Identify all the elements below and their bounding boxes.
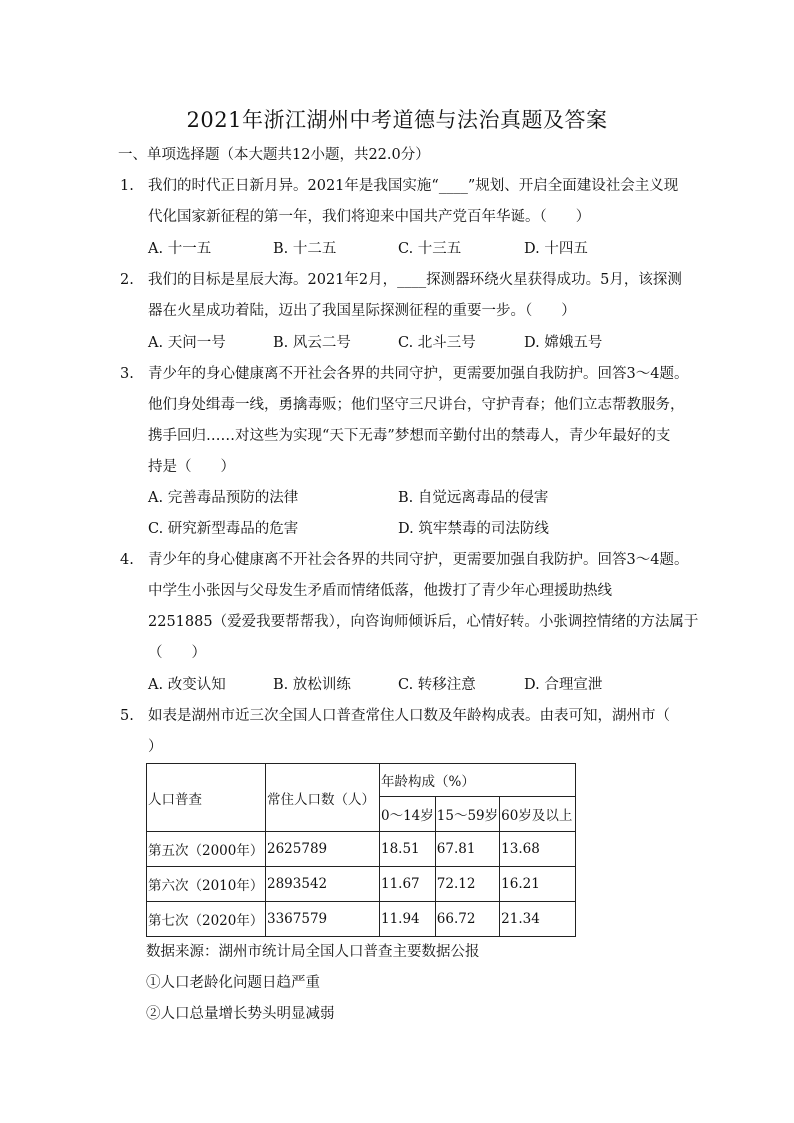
- question-number: 5.: [120, 708, 134, 724]
- option-b: B. 风云二号: [273, 335, 351, 351]
- question-text: 2251885（爱爱我要帮帮我），向咨询师倾诉后，心情好转。小张调控情绪的方法属于: [148, 614, 699, 630]
- option-c: C. 十三五: [398, 241, 462, 257]
- header-age-0-14: 0～14岁: [380, 797, 436, 832]
- question-number: 4.: [120, 552, 134, 568]
- option-d: D. 十四五: [524, 241, 588, 257]
- option-a: A. 改变认知: [148, 677, 226, 693]
- section-heading: 一、单项选择题（本大题共12小题，共22.0分）: [118, 147, 430, 163]
- option-a: A. 完善毒品预防的法律: [148, 490, 299, 506]
- data-source: 数据来源：湖州市统计局全国人口普查主要数据公报: [146, 944, 480, 960]
- table-cell: 11.67: [380, 867, 436, 902]
- table-cell: 16.21: [500, 867, 576, 902]
- option-b: B. 放松训练: [273, 677, 351, 693]
- header-age: 年龄构成（%）: [380, 764, 576, 797]
- option-c: C. 研究新型毒品的危害: [148, 521, 299, 537]
- table-row: [147, 832, 576, 867]
- option-d: D. 嫦娥五号: [524, 335, 603, 351]
- option-c: C. 北斗三号: [398, 335, 476, 351]
- table-cell: 67.81: [435, 832, 499, 867]
- page-title: 2021年浙江湖州中考道德与法治真题及答案: [186, 108, 608, 132]
- statement-item: ①人口老龄化问题日趋严重: [146, 975, 320, 991]
- question-number: 3.: [120, 366, 134, 382]
- table-cell: 11.94: [380, 902, 436, 937]
- table-cell: 第七次（2020年）: [147, 902, 266, 937]
- table-cell: 3367579: [266, 902, 380, 937]
- question-text: 我们的目标是星辰大海。2021年2月，____探测器环绕火星获得成功。5月，该探测: [148, 272, 682, 288]
- option-b: B. 自觉远离毒品的侵害: [398, 490, 549, 506]
- header-age-60-plus: 60岁及以上: [500, 797, 576, 832]
- question-text: 青少年的身心健康离不开社会各界的共同守护，更需要加强自我防护。回答3～4题。: [148, 366, 689, 382]
- question-text: 持是（ ）: [148, 459, 235, 475]
- table-cell: 18.51: [380, 832, 436, 867]
- table-row: [147, 902, 576, 937]
- option-b: B. 十二五: [273, 241, 337, 257]
- question-text: 青少年的身心健康离不开社会各界的共同守护，更需要加强自我防护。回答3～4题。: [148, 552, 689, 568]
- option-d: D. 合理宣泄: [524, 677, 603, 693]
- header-population: 常住人口数（人）: [266, 764, 380, 832]
- option-a: A. 天问一号: [148, 335, 226, 351]
- question-text: 携手回归……对这些为实现“天下无毒”梦想而辛勤付出的禁毒人，青少年最好的支: [148, 428, 671, 444]
- table-cell: 72.12: [435, 867, 499, 902]
- option-d: D. 筑牢禁毒的司法防线: [398, 521, 549, 537]
- header-census: 人口普查: [147, 764, 266, 832]
- table-cell: 2625789: [266, 832, 380, 867]
- option-c: C. 转移注意: [398, 677, 476, 693]
- table-cell: 第六次（2010年）: [147, 867, 266, 902]
- question-text: 如表是湖州市近三次全国人口普查常住人口数及年龄构成表。由表可知，湖州市（: [148, 708, 670, 724]
- question-text: 代化国家新征程的第一年，我们将迎来中国共产党百年华诞。（ ）: [148, 209, 591, 225]
- table-cell: 66.72: [435, 902, 499, 937]
- question-text: 他们身处缉毒一线，勇擒毒贩；他们坚守三尺讲台，守护青春；他们立志帮教服务，: [148, 397, 685, 413]
- question-text: 器在火星成功着陆，迈出了我国星际探测征程的重要一步。（ ）: [148, 303, 576, 319]
- question-number: 2.: [120, 272, 134, 288]
- table-cell: 21.34: [500, 902, 576, 937]
- question-text: 中学生小张因与父母发生矛盾而情绪低落，他拨打了青少年心理援助热线: [148, 583, 612, 599]
- table-row: [147, 867, 576, 902]
- statement-item: ②人口总量增长势头明显减弱: [146, 1006, 335, 1022]
- question-text: （ ）: [148, 645, 206, 661]
- option-a: A. 十一五: [148, 241, 212, 257]
- question-number: 1.: [120, 178, 134, 194]
- header-age-15-59: 15～59岁: [435, 797, 499, 832]
- question-text: ）: [148, 739, 163, 755]
- table-cell: 13.68: [500, 832, 576, 867]
- table-cell: 第五次（2000年）: [147, 832, 266, 867]
- table-cell: 2893542: [266, 867, 380, 902]
- census-table: [146, 763, 576, 937]
- question-text: 我们的时代正日新月异。2021年是我国实施“____”规划、开启全面建设社会主义现: [148, 178, 679, 194]
